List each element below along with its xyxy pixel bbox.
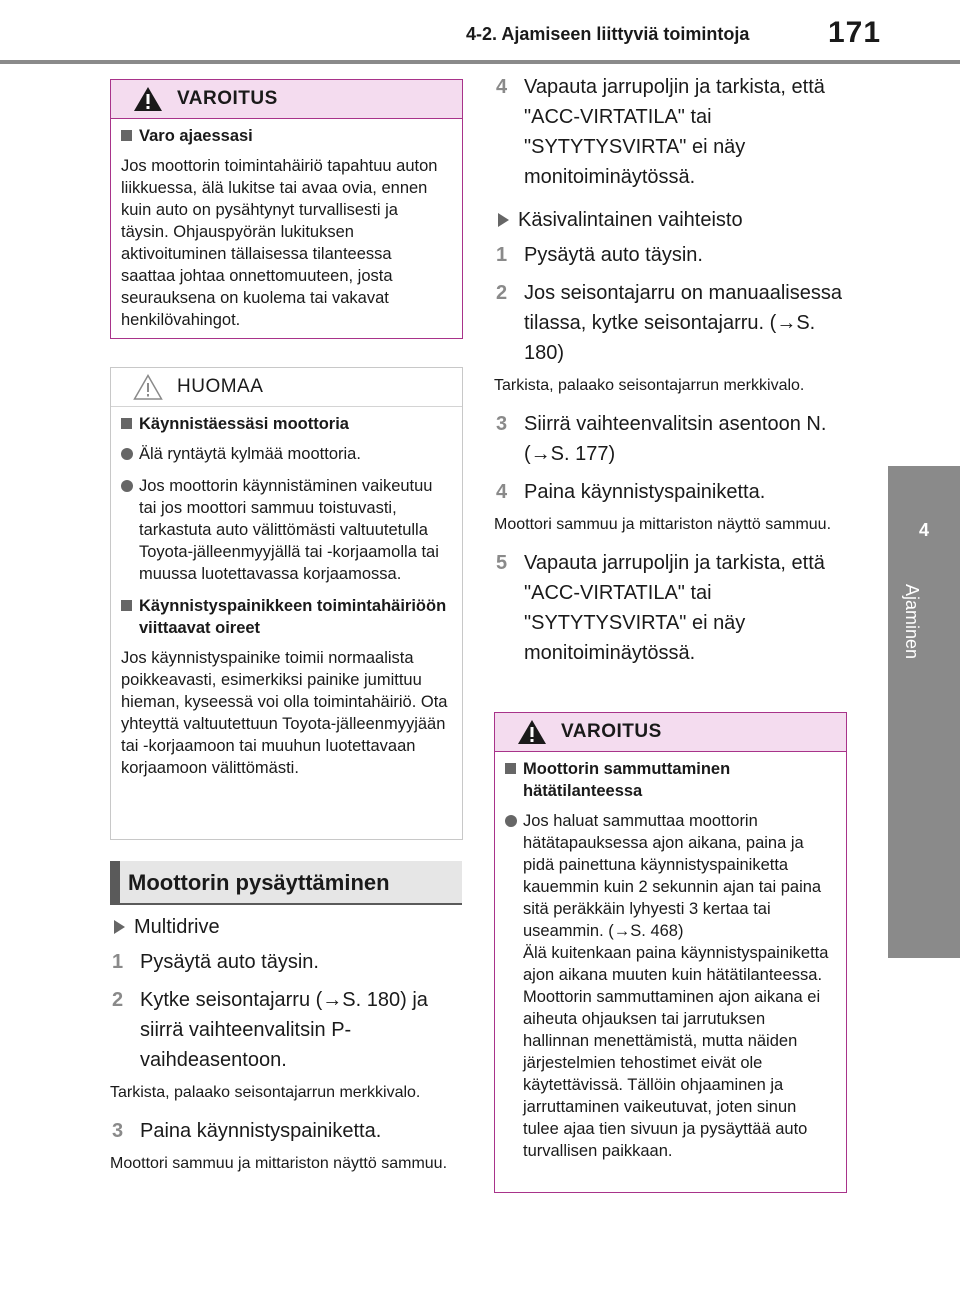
manual-note-1: Tarkista, palaako seisontajarrun merkkivalo. [494,377,805,394]
warning-title: VAROITUS [177,88,278,109]
notice-text: Jos käynnistyspainike toimii normaalista poikkeavasti, esimerkiksi painike jumittuu hieman, kyseessä voi olla toimintahäiriö. Ota yhteyttä valtuutettuun Toyota-jälleenmyyjään tai -korjaamoon tai muuhun luotettavaan korjaamoon välittömästi. [121,649,448,777]
notice-header [111,368,462,407]
right-procedure [494,72,846,676]
notice-box [110,367,463,840]
page-number: 171 [828,16,882,49]
warning-header [111,80,462,119]
section-title: 4-2. Ajamiseen liittyviä toimintoja [466,24,750,44]
warning-emergency-text-2: Älä kuitenkaan paina käynnistyspainiketta ajon aikana muuten kuin hätätilanteessa. Moottorin sammuttaminen ajon aikana ei aiheuta ohjauksen tai jarrutuksen hallinnan menettämistä, mutta näiden järjestelmien tehostimet eivät ole käytettävissä. Tällöin ohjaaminen ja jarruttaminen vaikeutuvat, joten sinun tulee ajaa tien sivuun ja pysäyttää auto turvallisen paikkaan. [523,944,829,1160]
caution-triangle-icon [133,374,163,400]
manual-step-3: 3 Siirrä vaihteenvalitsin asentoon N. (→S. 177) [496,413,827,465]
manual-step-5: 5 Vapauta jarrupoljin ja tarkista, että "ACC-VIRTATILA" tai "SYTYTYSVIRTA" ei näy monitoiminäytössä. [496,552,825,664]
chapter-number: 4 [918,520,929,540]
manual-step-4: 4 Paina käynnistyspainiketta. [496,481,766,503]
notice-subheading-start: Käynnistäessäsi moottoria [121,413,450,435]
warning-box-driving [110,79,463,339]
notice-bullet-cold-engine: Älä ryntäytä kylmää moottoria. [121,443,450,465]
manual-note-2: Moottori sammuu ja mittariston näyttö sammuu. [494,516,832,533]
multidrive-title: Multidrive [110,913,462,941]
multidrive-step-4: 4 Vapauta jarrupoljin ja tarkista, että "ACC-VIRTATILA" tai "SYTYTYSVIRTA" ei näy monitoiminäytössä. [496,76,825,188]
warning-box-emergency [494,712,847,1193]
warning-header-2 [495,713,846,752]
warning-triangle-icon [133,86,163,112]
chapter-label: Ajaminen [902,584,922,660]
manual-title: Käsivalintainen vaihteisto [494,206,846,234]
notice-subheading-malfunction: Käynnistyspainikkeen toimintahäiriöön viittaavat oireet [121,595,450,639]
multidrive-step-1: 1 Pysäytä auto täysin. [112,951,319,973]
warning-subheading-2: Moottorin sammuttaminen hätätilanteessa [505,758,834,802]
warning-subheading: Varo ajaessasi [121,125,450,147]
warning-bullet-emergency [505,810,834,1162]
manual-step-1: 1 Pysäytä auto täysin. [496,244,703,266]
multidrive-procedure [110,913,462,1187]
multidrive-step-3: 3 Paina käynnistyspainiketta. [112,1120,382,1142]
manual-step-2: 2 Jos seisontajarru on manuaalisessa tilassa, kytke seisontajarru. (→S. 180) [496,282,842,364]
warning-triangle-icon [517,719,547,745]
notice-bullet-engine-stall: Jos moottorin käynnistäminen vaikeutuu tai jos moottori sammuu toistuvasti, tarkastuta auto välittömästi valtuutetulla Toyota-jälleenmyyjällä tai -korjaamolla tai muussa luotettavassa korjaamossa. [121,475,450,585]
section-heading [110,861,462,905]
multidrive-note-1: Tarkista, palaako seisontajarrun merkkivalo. [110,1084,421,1101]
multidrive-note-2: Moottori sammuu ja mittariston näyttö sammuu. [110,1155,448,1172]
warning-emergency-text-1: Jos haluat sammuttaa moottorin hätätapauksessa ajon aikana, paina ja pidä painettuna käynnistyspainiketta kauemmin kuin 2 sekunnin ajan tai paina sitä peräkkäin lyhyesti 3 kertaa tai useammin. (→S. 468) [523,812,822,940]
header-rule [0,60,960,64]
warning-title-2: VAROITUS [561,721,662,742]
multidrive-step-2: 2 Kytke seisontajarru (→S. 180) ja siirrä vaihteenvalitsin P-vaihdeasentoon. [112,989,428,1071]
warning-text: Jos moottorin toimintahäiriö tapahtuu auton liikkuessa, älä lukitse tai avaa ovia, ennen kuin auto on pysähtynyt turvallisesti ja täysin. Ohjauspyörän lukituksen aktivoituminen tällaisessa tilanteessa saattaa johtaa onnettomuuteen, josta seurauksena on kuolema tai vakavat henkilövahingot. [121,157,438,329]
section-heading-text: Moottorin pysäyttäminen [128,870,390,895]
notice-title: HUOMAA [177,376,264,397]
